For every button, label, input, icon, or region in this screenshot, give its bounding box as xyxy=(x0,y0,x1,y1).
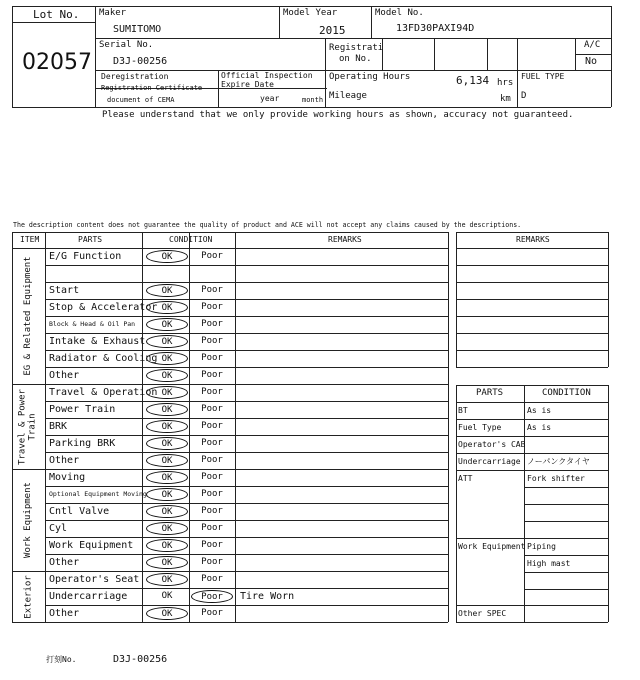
poor-option: Poor xyxy=(201,387,223,397)
maker-label: Maker xyxy=(99,8,127,18)
accuracy-notice: Please understand that we only provide working hours as shown, accuracy not guaranteed. xyxy=(102,110,574,120)
side-part-name: ATT xyxy=(458,474,473,483)
part-name: Start xyxy=(49,285,80,296)
poor-option: Poor xyxy=(201,455,223,465)
table-row xyxy=(45,520,448,537)
registration-certificate-label: Registration Certificate xyxy=(101,84,203,92)
group-travel-power-train xyxy=(17,386,39,467)
ok-selected-mark: OK xyxy=(146,556,188,569)
stamp-number-label: 打刻No. xyxy=(46,655,77,664)
part-name: Undercarriage xyxy=(49,591,128,602)
serial-value: D3J-00256 xyxy=(113,56,168,67)
part-name: Other xyxy=(49,370,80,381)
ok-selected-mark: OK xyxy=(146,318,188,331)
ok-selected-mark: OK xyxy=(146,505,188,518)
ok-selected-mark: OK xyxy=(146,454,188,467)
group-travel-power-train-line-1: Travel & Power xyxy=(17,388,27,465)
ok-option: OK xyxy=(161,591,173,601)
side-part-name: Undercarriage xyxy=(458,457,521,466)
ok-selected-mark: OK xyxy=(146,386,188,399)
operating-hours-value: 6,134 xyxy=(456,74,490,87)
poor-option: Poor xyxy=(201,540,223,550)
lot-label: Lot No. xyxy=(33,8,80,21)
ok-selected-mark: OK xyxy=(146,607,188,620)
part-name: Stop & Accelerator xyxy=(49,302,158,313)
side-header-parts: PARTS xyxy=(476,388,504,398)
mileage-label: Mileage xyxy=(329,91,367,101)
side-condition-value: Fork shifter xyxy=(527,474,585,483)
poor-option: Poor xyxy=(201,404,223,414)
side-part-name: Work Equipment xyxy=(458,542,526,551)
poor-option: Poor xyxy=(201,557,223,567)
table-row xyxy=(45,554,448,571)
lot-number: 02057 xyxy=(22,50,92,75)
fuel-type-label: FUEL TYPE xyxy=(521,72,565,81)
side-condition-value: As is xyxy=(527,406,552,415)
registration-label: Registrati xyxy=(329,43,384,53)
part-name: Radiator & Cooling xyxy=(49,353,158,364)
part-name: BRK xyxy=(49,421,68,432)
table-header-remarks: REMARKS xyxy=(328,235,362,244)
poor-option: Poor xyxy=(201,421,223,431)
part-name: Other xyxy=(49,608,80,619)
registration-label-2: on No. xyxy=(339,54,372,64)
side-part-name: BT xyxy=(458,406,468,415)
table-header-parts: PARTS xyxy=(78,235,103,244)
part-name: Power Train xyxy=(49,404,116,415)
model-year-label: Model Year xyxy=(283,8,338,18)
poor-option: Poor xyxy=(201,336,223,346)
poor-option: Poor xyxy=(201,285,223,295)
part-name: Intake & Exhaust xyxy=(49,336,146,347)
ok-selected-mark: OK xyxy=(146,488,188,501)
ok-selected-mark: OK xyxy=(146,335,188,348)
part-name: Other xyxy=(49,455,80,466)
model-no-value: 13FD30PAXI94D xyxy=(396,23,475,34)
group-exterior: Exterior xyxy=(23,574,33,619)
part-name: Cntl Valve xyxy=(49,506,110,517)
part-name: Other xyxy=(49,557,80,568)
side-part-name: Fuel Type xyxy=(458,423,502,432)
operating-hours-label: Operating Hours xyxy=(329,72,411,82)
poor-option: Poor xyxy=(201,319,223,329)
group-travel-power-train-line-2: Train xyxy=(27,412,37,441)
table-header-condition: CONDITION xyxy=(169,235,213,244)
table-row xyxy=(45,265,448,282)
month-label: month xyxy=(302,96,324,104)
part-name: Parking BRK xyxy=(49,438,116,449)
ac-label: A/C xyxy=(584,40,601,50)
ok-selected-mark: OK xyxy=(146,539,188,552)
poor-selected-mark: Poor xyxy=(191,590,233,603)
table-row xyxy=(45,282,448,299)
side-header-condition: CONDITION xyxy=(542,388,591,398)
part-name: Travel & Operation xyxy=(49,387,158,398)
model-year-value: 2015 xyxy=(319,24,346,37)
side-condition-value: ノーパンクタイヤ xyxy=(527,457,590,466)
poor-option: Poor xyxy=(201,302,223,312)
inspection-label-2: Expire Date xyxy=(221,80,274,89)
poor-option: Poor xyxy=(201,489,223,499)
part-name: Optional Equipment Moving xyxy=(49,490,147,498)
model-no-label: Model No. xyxy=(375,8,424,18)
poor-option: Poor xyxy=(201,353,223,363)
table-row xyxy=(45,418,448,435)
table-row xyxy=(45,605,448,622)
side-condition-value: As is xyxy=(527,423,552,432)
poor-option: Poor xyxy=(201,370,223,380)
ok-selected-mark: OK xyxy=(146,369,188,382)
table-row xyxy=(45,367,448,384)
year-label: year xyxy=(260,94,280,103)
ac-value: No xyxy=(585,56,598,67)
ok-selected-mark: OK xyxy=(146,403,188,416)
serial-label: Serial No. xyxy=(99,40,154,50)
part-name: Operator's Seat xyxy=(49,574,140,585)
ok-selected-mark: OK xyxy=(146,352,188,365)
side-remarks-header: REMARKS xyxy=(516,235,550,244)
ok-selected-mark: OK xyxy=(146,471,188,484)
hrs-unit: hrs xyxy=(497,78,514,88)
fuel-type-value: D xyxy=(521,91,527,101)
side-condition-value: Piping xyxy=(527,542,556,551)
poor-option: Poor xyxy=(201,608,223,618)
poor-option: Poor xyxy=(201,438,223,448)
group-work-equipment: Work Equipment xyxy=(23,482,33,558)
ok-selected-mark: OK xyxy=(146,301,188,314)
side-part-name: Other SPEC xyxy=(458,609,507,618)
group-eg-related-equipment: EG & Related Equipment xyxy=(23,256,33,376)
ok-selected-mark: OK xyxy=(146,284,188,297)
disclaimer: The description content does not guarantee the quality of product and ACE will not accept any claims caused by the descriptions. xyxy=(13,221,522,229)
part-name: E/G Function xyxy=(49,251,122,262)
poor-option: Poor xyxy=(201,472,223,482)
cema-document-label: document of CEMA xyxy=(107,96,175,104)
poor-option: Poor xyxy=(201,523,223,533)
part-name: Moving xyxy=(49,472,86,483)
ok-selected-mark: OK xyxy=(146,522,188,535)
remark-text: Tire Worn xyxy=(240,591,295,602)
ok-selected-mark: OK xyxy=(146,437,188,450)
part-name: Cyl xyxy=(49,523,68,534)
ok-selected-mark: OK xyxy=(146,250,188,263)
deregistration-label: Deregistration xyxy=(101,72,169,81)
side-part-name: Operator's CAB xyxy=(458,440,526,449)
poor-option: Poor xyxy=(201,574,223,584)
stamp-number-value: D3J-00256 xyxy=(113,654,168,665)
part-name: Work Equipment xyxy=(49,540,134,551)
table-row xyxy=(45,452,448,469)
poor-option: Poor xyxy=(201,251,223,261)
ok-selected-mark: OK xyxy=(146,420,188,433)
part-name: Block & Head & Oil Pan xyxy=(49,320,136,328)
inspection-label: Official Inspection xyxy=(221,71,313,80)
poor-option: Poor xyxy=(201,506,223,516)
side-condition-value: High mast xyxy=(527,559,571,568)
km-unit: km xyxy=(500,94,511,104)
maker-value: SUMITOMO xyxy=(113,24,162,35)
ok-selected-mark: OK xyxy=(146,573,188,586)
table-row xyxy=(45,469,448,486)
table-header-item: ITEM xyxy=(20,235,40,244)
